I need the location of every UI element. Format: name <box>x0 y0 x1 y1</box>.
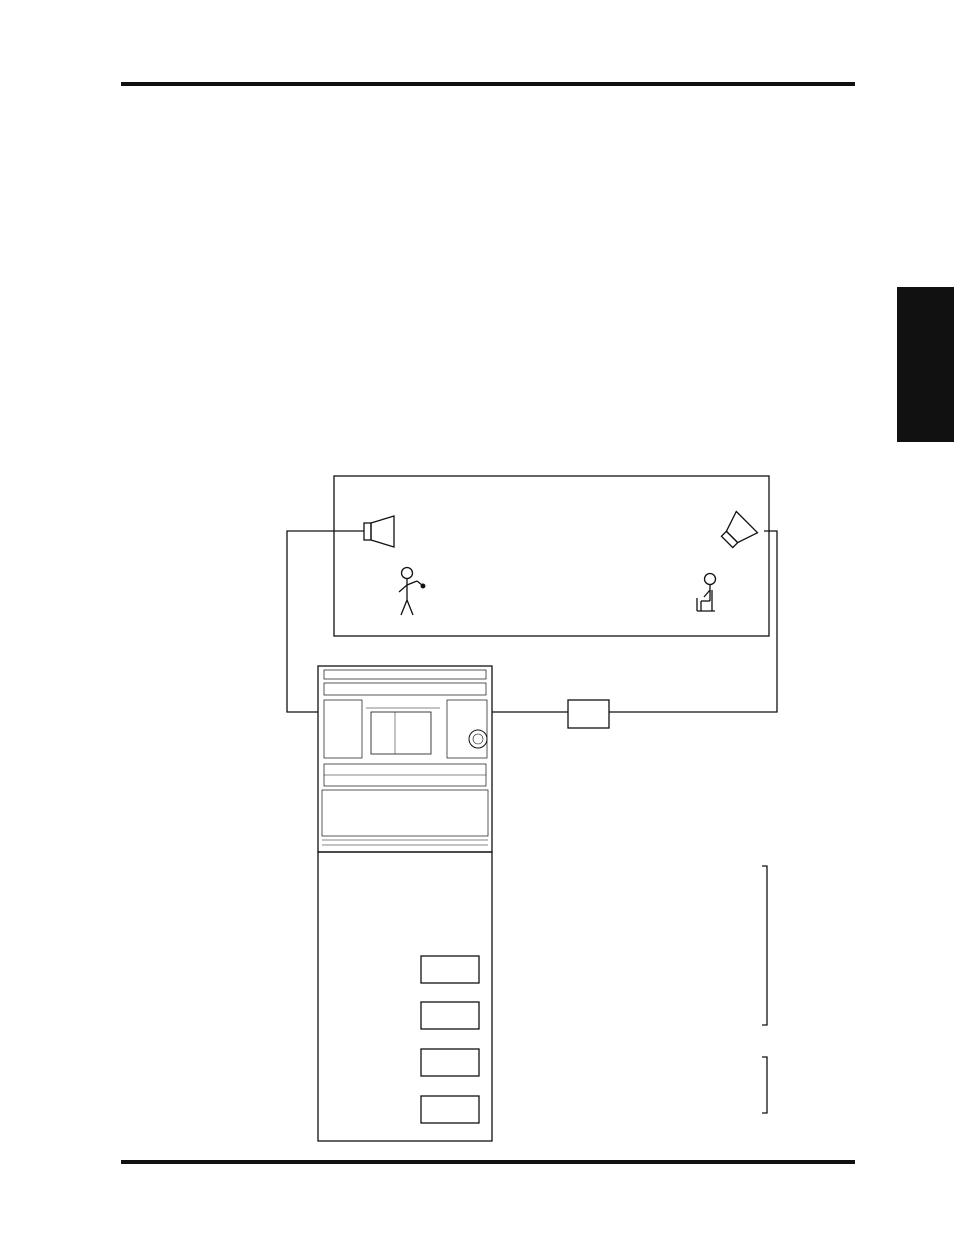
footer-rule <box>121 1160 855 1164</box>
listener-icon <box>697 574 716 612</box>
rear-speaker-icon <box>716 511 757 552</box>
speaker-group-bracket-rear <box>762 1057 767 1113</box>
delay-unit <box>421 1096 479 1123</box>
delay-unit <box>421 1002 479 1029</box>
delay-unit <box>421 1049 479 1076</box>
rear-speaker-cable <box>609 531 777 712</box>
delay-unit <box>421 956 479 983</box>
equipment-rack <box>318 852 492 1141</box>
front-speaker-icon <box>364 516 394 547</box>
mixing-console <box>318 666 492 852</box>
presenter-icon <box>399 568 425 616</box>
delay-box <box>568 700 609 728</box>
hall-room <box>334 476 769 636</box>
speaker-group-bracket-front <box>762 866 767 1025</box>
front-speaker-cable <box>287 531 364 712</box>
